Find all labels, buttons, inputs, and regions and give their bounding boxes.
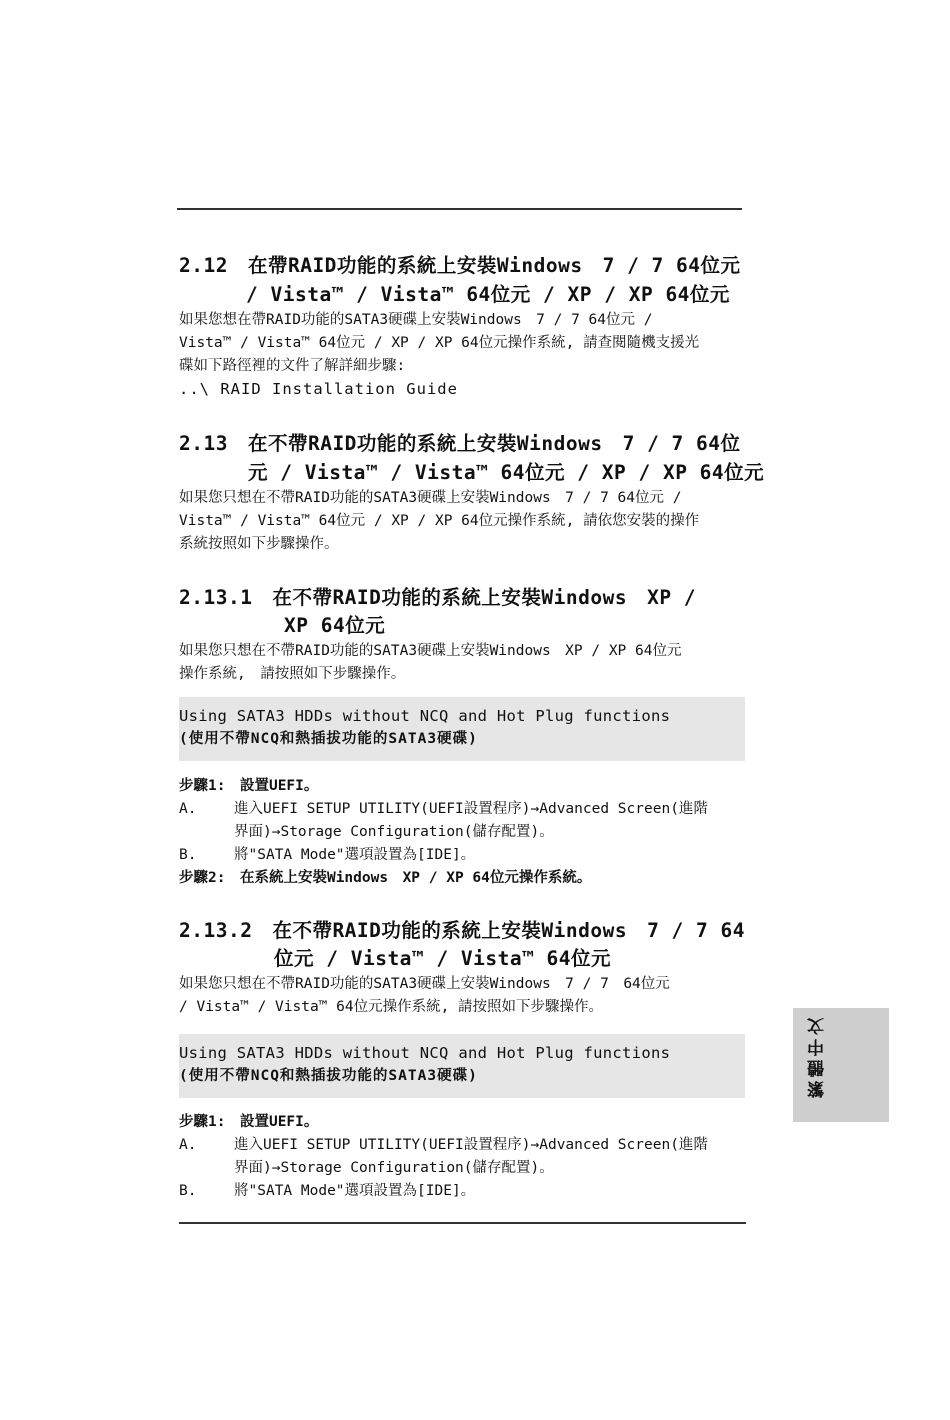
note-box-subtitle: (使用不帶NCQ和熱插拔功能的SATA3硬碟) <box>179 731 478 747</box>
section-2-12-text: 碟如下路徑裡的文件了解詳細步驟: <box>179 358 406 374</box>
step-b-text: 將"SATA Mode"選項設置為[IDE]。 <box>234 847 476 863</box>
section-2-13-heading: 2.13 在不帶RAID功能的系統上安裝Windows 7 / 7 64位 <box>179 432 741 455</box>
section-2-12-text: 如果您想在帶RAID功能的SATA3硬碟上安裝Windows 7 / 7 64位元 / <box>179 312 653 328</box>
list-marker-b: B. <box>179 847 197 863</box>
step-a-text-cont: 界面)→Storage Configuration(儲存配置)。 <box>234 1160 554 1176</box>
section-2-13-text: Vista™ / Vista™ 64位元 / XP / XP 64位元操作系統, 請依您安裝的操作 <box>179 513 700 529</box>
section-2-13-2-heading: 2.13.2 在不帶RAID功能的系統上安裝Windows 7 / 7 64 <box>179 919 745 942</box>
note-box-title: Using SATA3 HDDs without NCQ and Hot Plug functions <box>179 1044 671 1062</box>
step-a-text-cont: 界面)→Storage Configuration(儲存配置)。 <box>234 824 554 840</box>
section-2-12-heading-cont: / Vista™ / Vista™ 64位元 / XP / XP 64位元 <box>246 283 730 306</box>
section-2-13-text: 系統按照如下步驟操作。 <box>179 536 339 552</box>
language-tab-label: 繁體中文 <box>808 1014 828 1098</box>
section-2-13-1-text: 如果您只想在不帶RAID功能的SATA3硬碟上安裝Windows XP / XP 64位元 <box>179 643 682 659</box>
note-box-subtitle: (使用不帶NCQ和熱插拔功能的SATA3硬碟) <box>179 1068 478 1084</box>
note-box <box>179 1034 745 1098</box>
list-marker-a: A. <box>179 1137 197 1153</box>
top-rule <box>177 208 742 210</box>
section-2-13-heading-cont: 元 / Vista™ / Vista™ 64位元 / XP / XP 64位元 <box>248 461 765 484</box>
note-box <box>179 697 745 761</box>
step-a-text: 進入UEFI SETUP UTILITY(UEFI設置程序)→Advanced Screen(進階 <box>234 801 708 817</box>
section-2-12-heading: 2.12 在帶RAID功能的系統上安裝Windows 7 / 7 64位元 <box>179 254 741 277</box>
step-2-label: 步驟2: 在系統上安裝Windows XP / XP 64位元操作系統。 <box>179 870 592 886</box>
list-marker-a: A. <box>179 801 197 817</box>
list-marker-b: B. <box>179 1183 197 1199</box>
note-box-title: Using SATA3 HDDs without NCQ and Hot Plug functions <box>179 707 671 725</box>
step-a-text: 進入UEFI SETUP UTILITY(UEFI設置程序)→Advanced Screen(進階 <box>234 1137 708 1153</box>
guide-path: ..\ RAID Installation Guide <box>179 380 458 398</box>
step-1-label: 步驟1: 設置UEFI。 <box>179 1114 319 1130</box>
bottom-rule <box>179 1222 746 1224</box>
step-b-text: 將"SATA Mode"選項設置為[IDE]。 <box>234 1183 476 1199</box>
section-2-13-2-text: / Vista™ / Vista™ 64位元操作系統, 請按照如下步驟操作。 <box>179 999 604 1015</box>
section-2-13-1-text: 操作系統, 請按照如下步驟操作。 <box>179 666 406 682</box>
section-2-13-2-text: 如果您只想在不帶RAID功能的SATA3硬碟上安裝Windows 7 / 7 64位元 <box>179 976 670 992</box>
section-2-13-text: 如果您只想在不帶RAID功能的SATA3硬碟上安裝Windows 7 / 7 64位元 / <box>179 490 682 506</box>
section-2-12-text: Vista™ / Vista™ 64位元 / XP / XP 64位元操作系統, 請查閱隨機支援光 <box>179 335 700 351</box>
step-1-label: 步驟1: 設置UEFI。 <box>179 778 319 794</box>
section-2-13-1-heading-cont: XP 64位元 <box>284 614 386 637</box>
section-2-13-2-heading-cont: 位元 / Vista™ / Vista™ 64位元 <box>274 947 612 970</box>
section-2-13-1-heading: 2.13.1 在不帶RAID功能的系統上安裝Windows XP / <box>179 586 697 609</box>
